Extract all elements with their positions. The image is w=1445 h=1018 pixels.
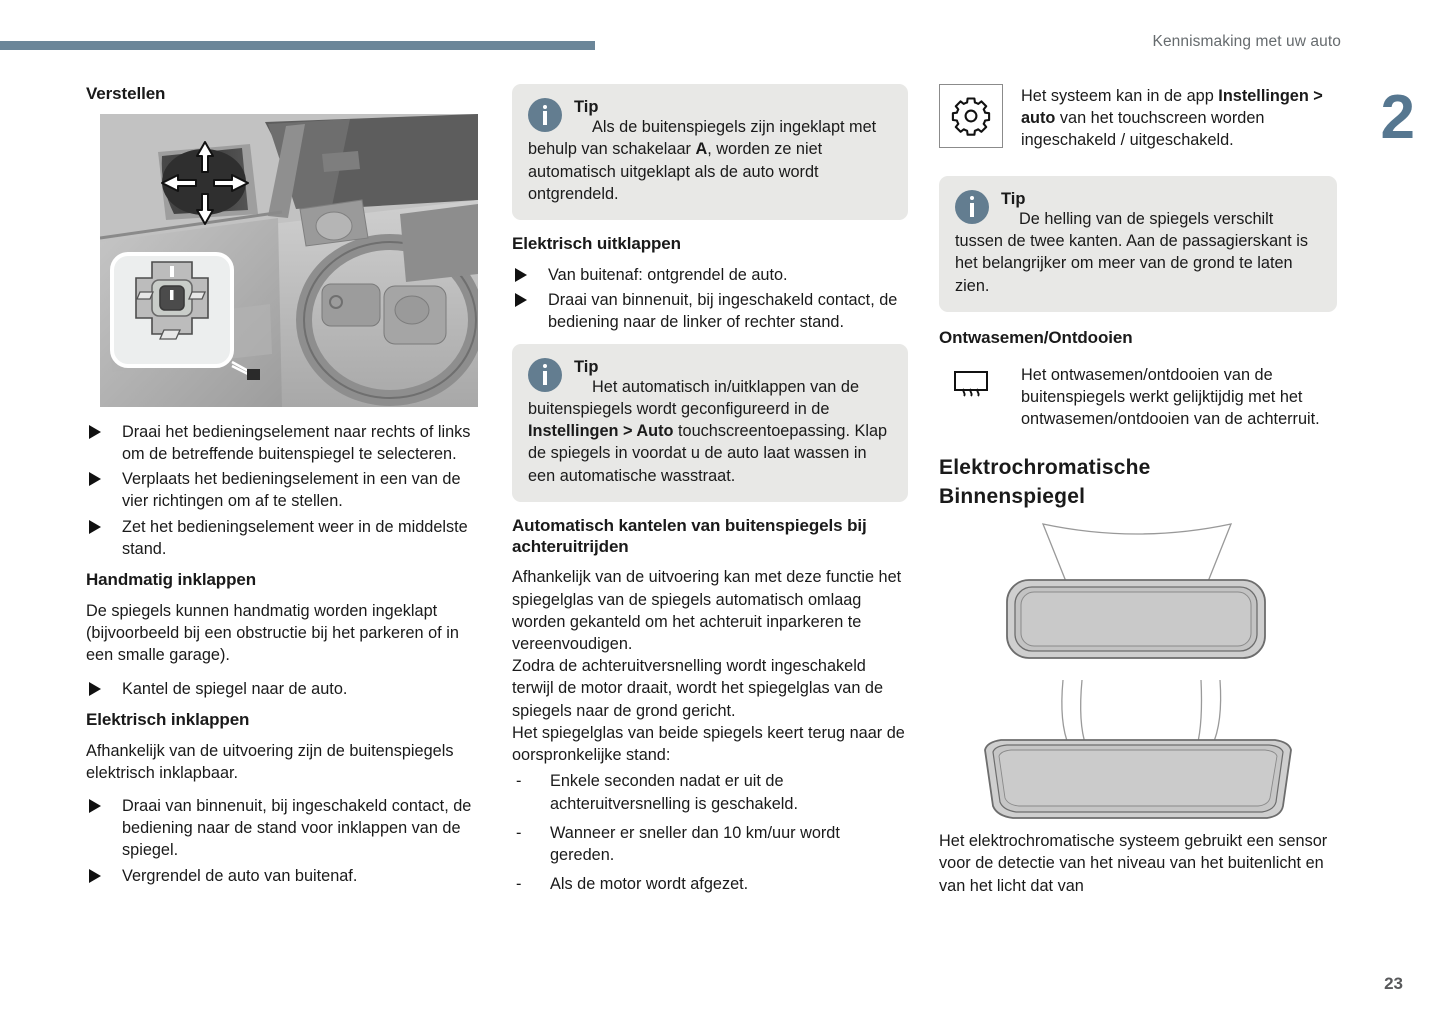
figure-mirror-adjust-interior	[100, 114, 478, 407]
list-item	[512, 289, 908, 333]
triangle-bullet-icon	[89, 472, 101, 486]
triangle-bullet-icon	[89, 682, 101, 696]
list-item-text: Enkele seconden nadat er uit de achteruitversnelling is geschakeld.	[550, 772, 798, 813]
chapter-number: 2	[1380, 83, 1415, 152]
tip-label: Tip	[574, 357, 599, 376]
triangle-bullet-icon	[89, 869, 101, 883]
gear-icon-box	[939, 84, 1003, 148]
adjust-steps-list	[86, 421, 484, 560]
list-item	[86, 516, 484, 560]
rear-defroster-icon-wrap	[939, 363, 1003, 399]
list-item-text: Van buitenaf: ontgrendel de auto.	[548, 265, 788, 284]
manual-fold-steps-list	[86, 678, 484, 700]
tip-text-after: touchscreentoepassing. Klap de spiegels in voordat u de auto laat wassen in een automatische wasstraat.	[528, 422, 888, 485]
middle-column	[512, 84, 908, 906]
list-item	[86, 421, 484, 465]
gear-icon	[950, 95, 992, 137]
tip-box-helling-spiegels	[939, 176, 1337, 312]
settings-note-row	[939, 84, 1337, 152]
paragraph-auto-tilt-2: Zodra de achteruitversnelling wordt ingeschakeld terwijl de motor draait, wordt het spiegelglas van de spiegels naar de grond gericht.	[512, 657, 884, 720]
page-number: 23	[1384, 974, 1403, 993]
info-icon	[528, 358, 562, 392]
list-item-text: Draai van binnenuit, bij ingeschakeld contact, de bediening naar de stand voor inklappen van de spiegel.	[122, 797, 472, 860]
list-item	[512, 264, 908, 286]
figure-electrochromatic-mirror	[939, 518, 1335, 828]
left-column	[86, 84, 484, 897]
heading-automatisch-kantelen: Automatisch kantelen van buitenspiegels bij achteruitrijden	[512, 515, 867, 556]
settings-note-bold: Instellingen > auto	[1021, 87, 1323, 128]
paragraph-electrochromatic-body: Het elektrochromatische systeem gebruikt een sensor voor de detectie van het niveau van het buitenlicht en van het licht dat van	[939, 832, 1328, 895]
list-item	[86, 795, 484, 862]
list-item	[512, 822, 908, 866]
triangle-bullet-icon	[89, 799, 101, 813]
tip-text-bold: Instellingen > Auto	[528, 422, 674, 441]
heading-elektrochromatische-binnenspiegel	[939, 454, 1337, 512]
heading-elektrisch-uitklappen: Elektrisch uitklappen	[512, 234, 681, 254]
demist-note-row	[939, 363, 1337, 431]
settings-note-text	[1021, 84, 1337, 152]
page-header-title: Kennismaking met uw auto	[1152, 33, 1341, 50]
tip-text-before: Als de buitenspiegels zijn ingeklapt met behulp van schakelaar	[528, 118, 877, 159]
list-item	[86, 865, 484, 887]
list-item	[86, 468, 484, 512]
list-item-text: Verplaats het bedieningselement in een van de vier richtingen om af te stellen.	[122, 470, 461, 511]
heading-handmatig-inklappen: Handmatig inklappen	[86, 570, 257, 590]
heading-line-1: Elektrochromatische	[939, 456, 1151, 480]
settings-note-after: van het touchscreen worden ingeschakeld / uitgeschakeld.	[1021, 109, 1265, 150]
paragraph-handmatig-inklappen: De spiegels kunnen handmatig worden ingeklapt (bijvoorbeeld bij een obstructie bij het parkeren of in een smalle garage).	[86, 601, 459, 665]
list-item-text: Kantel de spiegel naar de auto.	[122, 679, 348, 698]
list-item	[512, 873, 908, 895]
triangle-bullet-icon	[515, 293, 527, 307]
tip-label: Tip	[1001, 189, 1026, 208]
dash-bullet-icon: -	[516, 875, 522, 894]
info-icon	[955, 190, 989, 224]
dash-bullet-icon: -	[516, 772, 522, 791]
list-item-text: Draai van binnenuit, bij ingeschakeld contact, de bediening naar de linker of rechter stand.	[548, 291, 898, 332]
paragraph-auto-tilt-1: Afhankelijk van de uitvoering kan met deze functie het spiegelglas van de spiegels automatisch omlaag worden gekanteld om het achteruit inparkeren te vereenvoudigen.	[512, 568, 902, 653]
settings-note-before: Het systeem kan in de app	[1021, 87, 1219, 105]
heading-elektrisch-inklappen: Elektrisch inklappen	[86, 709, 250, 729]
electric-unfold-steps-list	[512, 264, 908, 334]
list-item-text: Draai het bedieningselement naar rechts of links om de betreffende buitenspiegel te selecteren.	[122, 422, 471, 463]
list-item-text: Zet het bedieningselement weer in de middelste stand.	[122, 517, 468, 558]
header-rule	[0, 41, 595, 50]
info-icon	[528, 98, 562, 132]
list-item	[512, 770, 908, 814]
tip-text: De helling van de spiegels verschilt tussen de twee kanten. Aan de passagierskant is het belangrijker om meer van de grond te laten zien.	[955, 209, 1308, 295]
list-item-text: Vergrendel de auto van buitenaf.	[122, 866, 358, 885]
right-column	[939, 84, 1337, 897]
paragraph-auto-tilt-3: Het spiegelglas van beide spiegels keert terug naar de oorspronkelijke stand:	[512, 723, 905, 765]
list-item	[86, 678, 484, 700]
demist-note-text: Het ontwasemen/ontdooien van de buitenspiegels werkt gelijktijdig met het ontwasemen/ontdooien van de achterruit.	[1021, 365, 1320, 428]
tip-text-bold: A	[695, 140, 708, 159]
tip-text-before: Het automatisch in/uitklappen van de buitenspiegels wordt geconfigureerd in de	[528, 377, 859, 418]
heading-ontwasemen-ontdooien: Ontwasemen/Ontdooien	[939, 327, 1133, 347]
triangle-bullet-icon	[515, 268, 527, 282]
triangle-bullet-icon	[89, 520, 101, 534]
paragraph-elektrisch-inklappen: Afhankelijk van de uitvoering zijn de buitenspiegels elektrisch inklapbaar.	[86, 741, 454, 782]
rear-defroster-icon	[951, 369, 991, 399]
heading-verstellen: Verstellen	[86, 84, 166, 103]
tip-text	[528, 376, 892, 487]
tip-box-schakelaar-a	[512, 84, 908, 220]
dash-bullet-icon: -	[516, 823, 522, 842]
list-item-text: Wanneer er sneller dan 10 km/uur wordt gereden.	[550, 823, 840, 865]
tip-label: Tip	[574, 98, 599, 116]
triangle-bullet-icon	[89, 425, 101, 439]
list-item-text: Als de motor wordt afgezet.	[550, 875, 749, 894]
heading-line-2: Binnenspiegel	[939, 485, 1086, 509]
auto-tilt-conditions-list	[512, 770, 908, 895]
tip-text	[528, 116, 892, 205]
electric-fold-steps-list	[86, 795, 484, 887]
tip-text-after: , worden ze niet automatisch uitgeklapt als de auto wordt ontgrendeld.	[528, 140, 823, 203]
tip-box-instellingen-auto	[512, 344, 908, 502]
